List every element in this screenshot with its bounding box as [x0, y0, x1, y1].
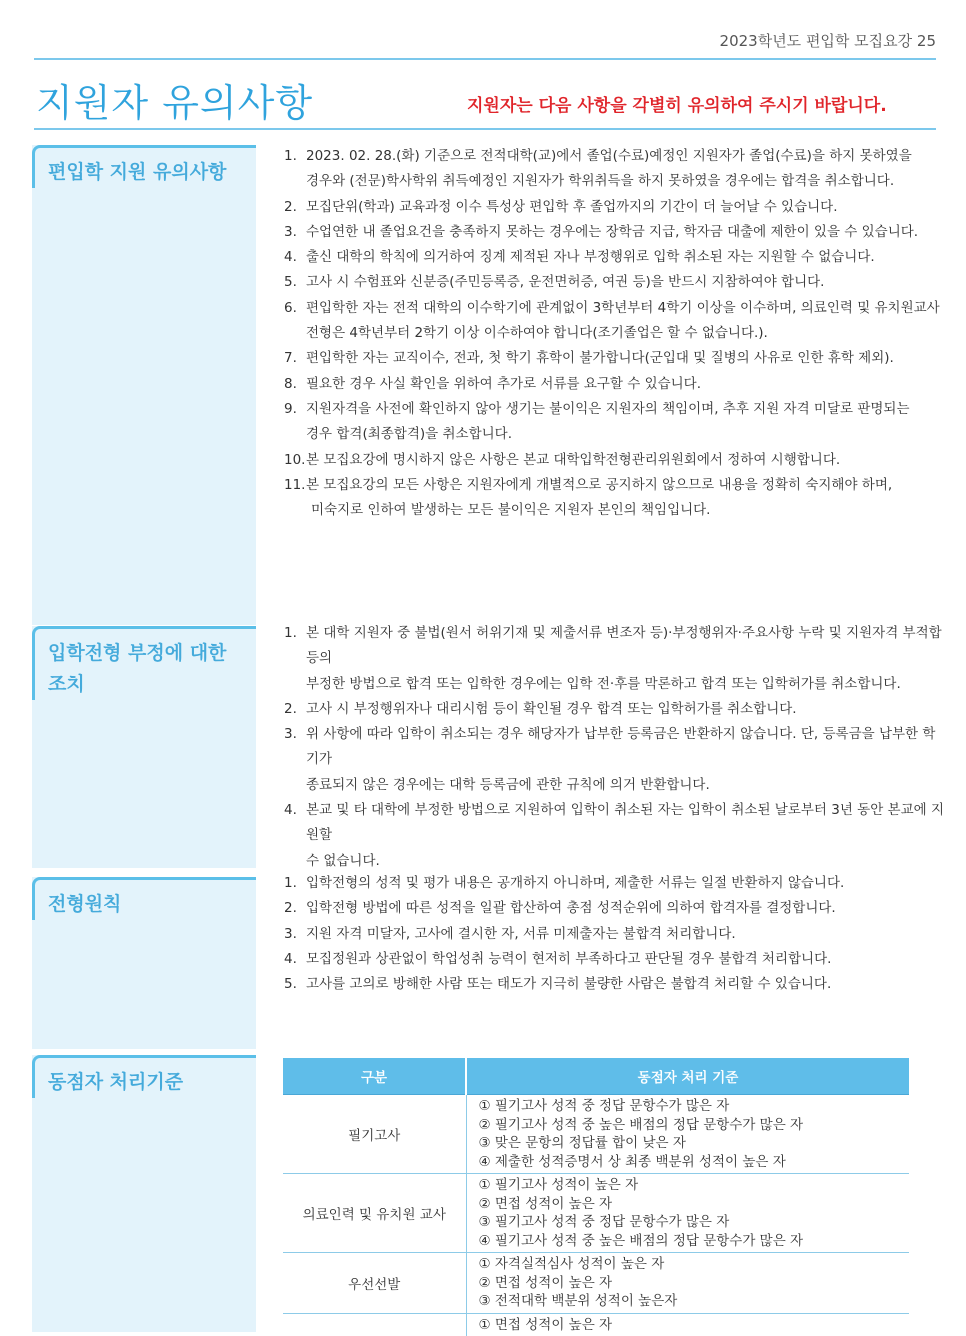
row-criteria: ① 자격실적심사 성적이 높은 자 ② 면접 성적이 높은 자 ③ 전적대학 백분위 성적이 높은자: [466, 1253, 909, 1314]
list-item: 4. 모집정원과 상관없이 학업성취 능력이 현저히 부족하다고 판단될 경우 불합격 처리합니다.: [284, 950, 832, 967]
table-row: [283, 1253, 909, 1314]
list-item: 2. 입학전형 방법에 따른 성적을 일괄 합산하여 총점 성적순위에 의하여 합격자를 결정합니다.: [284, 900, 836, 917]
page-title: 지원자 유의사항: [36, 81, 314, 125]
application-notes-list: [284, 144, 944, 523]
selection-principles-list: [284, 871, 944, 997]
section-label-tie-breaking: 동점자 처리기준: [32, 1055, 256, 1098]
list-item: 8. 필요한 경우 사실 확인을 위하여 추가로 서류를 요구할 수 있습니다.: [284, 375, 702, 392]
list-item: 3. 지원 자격 미달자, 고사에 결시한 자, 서류 미제출자는 불합격 처리합니다.: [284, 925, 736, 942]
section-label-selection-principles: 전형원칙: [32, 877, 256, 920]
row-criteria: ① 필기고사 성적 중 정답 문항수가 많은 자 ② 필기고사 성적 중 높은 배점의 정답 문항수가 많은 자 ③ 맞은 문항의 정답률 합이 낮은 자 ④ 제출한 성적증명서 상 최종 백분위 성적이 높은 자: [466, 1095, 909, 1174]
section-label-fraud-measures: 입학전형 부정에 대한 조치: [32, 626, 256, 700]
list-item: 7. 편입학한 자는 교직이수, 전과, 첫 학기 휴학이 불가합니다(군입대 및 질병의 사유로 인한 휴학 제외).: [284, 350, 894, 367]
table-row: [283, 1313, 909, 1336]
list-item: 1. 입학전형의 성적 및 평가 내용은 공개하지 아니하며, 제출한 서류는 일절 반환하지 않습니다.: [284, 875, 845, 891]
list-item: 3. 수업연한 내 졸업요건을 충족하지 못하는 경우에는 장학금 지급, 학자금 대출에 제한이 있을 수 있습니다.: [284, 223, 919, 240]
column-header-criteria: 동점자 처리 기준: [466, 1058, 909, 1095]
row-criteria: ① 필기고사 성적이 높은 자 ② 면접 성적이 높은 자 ③ 필기고사 성적 중 정답 문항수가 많은 자 ④ 필기고사 성적 중 높은 배점의 정답 문항수가 많은 자: [466, 1174, 909, 1253]
section-1-sidebar: [32, 145, 256, 625]
row-category: [283, 1313, 466, 1336]
column-header-category: 구분: [283, 1058, 466, 1095]
list-item: 4. 본교 및 타 대학에 부정한 방법으로 지원하여 입학이 취소된 자는 입학이 취소된 날로부터 3년 동안 본교에 지원할 수 없습니다.: [284, 802, 945, 869]
tie-breaking-table: [283, 1058, 909, 1336]
row-category: 의료인력 및 유치원 교사: [283, 1174, 466, 1253]
list-item: 6. 편입학한 자는 전적 대학의 이수학기에 관계없이 3학년부터 4학기 이상을 이수하며, 의료인력 및 유치원교사 전형은 4학년부터 2학기 이상 이수하여야 합니다(조기졸업은 할 수 없습니다.).: [284, 299, 940, 342]
fraud-measures-list: [284, 621, 944, 874]
list-item: 1. 2023. 02. 28.(화) 기준으로 전적대학(교)에서 졸업(수료)예정인 지원자가 졸업(수료)을 하지 못하였을 경우와 (전문)학사학위 취득예정인 지원자가 학위취득을 하지 못하였을 경우에는 합격을 취소합니다.: [284, 148, 912, 190]
table-header-row: [283, 1058, 909, 1095]
row-category: 필기고사: [283, 1095, 466, 1174]
list-item: 10. 본 모집요강에 명시하지 않은 사항은 본교 대학입학전형관리위원회에서 정하여 시행합니다.: [284, 451, 841, 468]
table-row: [283, 1174, 909, 1253]
section-label-application-notes: 편입학 지원 유의사항: [32, 145, 256, 188]
title-divider: [34, 128, 936, 130]
list-item: 1. 본 대학 지원자 중 불법(원서 허위기재 및 제출서류 변조자 등)·부정행위자·주요사항 누락 및 지원자격 부적합 등의 부정한 방법으로 합격 또는 입학한 경우에는 입학 전·후를 막론하고 합격 또는 입학허가를 취소합니다.: [284, 625, 942, 692]
list-item: 5. 고사 시 수험표와 신분증(주민등록증, 운전면허증, 여권 등)을 반드시 지참하여야 합니다.: [284, 274, 825, 291]
title-notice: 지원자는 다음 사항을 각별히 유의하여 주시기 바랍니다.: [467, 96, 887, 116]
list-item: 3. 위 사항에 따라 입학이 취소되는 경우 해당자가 납부한 등록금은 반환하지 않습니다. 단, 등록금을 납부한 학기가 종료되지 않은 경우에는 대학 등록금에 관한 규칙에 의거 반환합니다.: [284, 726, 936, 793]
list-item: 9. 지원자격을 사전에 확인하지 않아 생기는 불이익은 지원자의 책임이며, 추후 지원 자격 미달로 판명되는 경우 합격(최종합격)을 취소합니다.: [284, 400, 910, 443]
row-category: 우선선발: [283, 1253, 466, 1314]
list-item: 4. 출신 대학의 학칙에 의거하여 징계 제적된 자나 부정행위로 입학 취소된 자는 지원할 수 없습니다.: [284, 249, 875, 266]
table-row: [283, 1095, 909, 1174]
list-item: 5. 고사를 고의로 방해한 사람 또는 태도가 지극히 불량한 사람은 불합격 처리할 수 있습니다.: [284, 976, 832, 993]
list-item: 2. 모집단위(학과) 교육과정 이수 특성상 편입학 후 졸업까지의 기간이 더 늘어날 수 있습니다.: [284, 198, 838, 215]
page-header: 2023학년도 편입학 모집요강 25: [719, 32, 936, 50]
list-item: 2. 고사 시 부정행위자나 대리시험 등이 확인될 경우 합격 또는 입학허가를 취소합니다.: [284, 700, 797, 717]
header-divider: [34, 58, 936, 60]
row-criteria: ① 면접 성적이 높은 자: [478, 1316, 613, 1333]
list-item: 11. 본 모집요강의 모든 사항은 지원자에게 개별적으로 공지하지 않으므로 내용을 정확히 숙지해야 하며, 미숙지로 인하여 발생하는 모든 불이익은 지원자 본인의 책임입니다.: [284, 476, 893, 519]
